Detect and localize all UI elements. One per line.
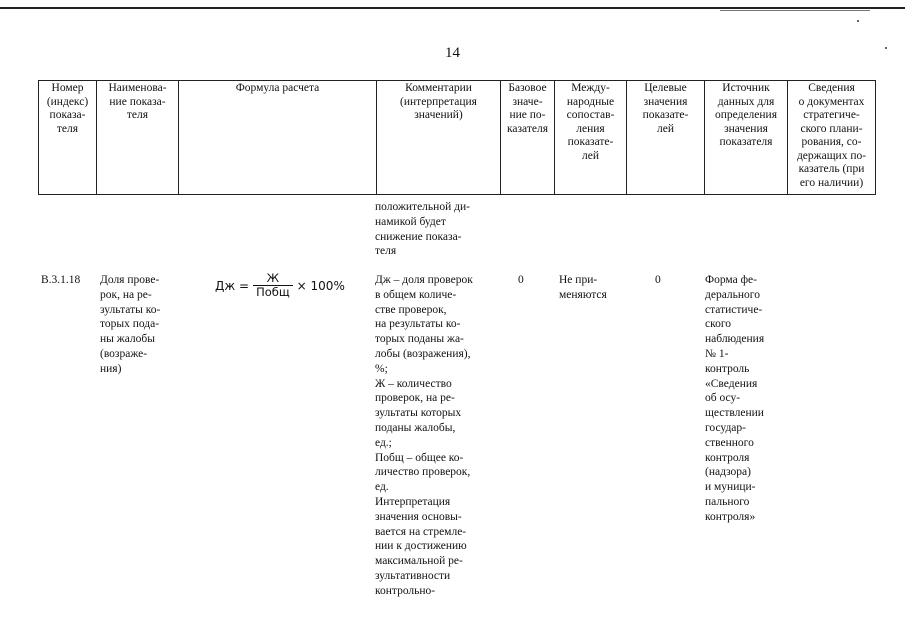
- header-cell-target: Целевые значения показате- лей: [627, 81, 705, 195]
- header-cell-documents: Сведения о документах стратегиче- ского плани- рования, со- держащих по- казатель (при его наличии): [788, 81, 876, 195]
- calculation-formula: [215, 272, 345, 299]
- header-cell-base-value: Базовое значе- ние по- казателя: [501, 81, 555, 195]
- continuation-text: положительной ди- намикой будет снижение показа- теля: [375, 201, 470, 258]
- formula-fraction: [253, 272, 293, 299]
- header-cell-name: Наименова- ние показа- теля: [97, 81, 179, 195]
- formula-numerator: Ж: [266, 271, 280, 285]
- header-cell-formula: Формула расчета: [179, 81, 377, 195]
- scan-speck: [857, 20, 859, 22]
- indicator-comments: Дж – доля проверок в общем количе- стве проверок, на результаты ко- торых поданы жа- лобы (возражения), %; Ж – количество проверок, на ре- зультаты которых поданы жалобы, ед.; Побщ – общее ко- личество проверок, ед. Интерпретация значения основы- вается на стремле- нии к достижению максимальной ре- зультативности контрольно-: [375, 274, 473, 597]
- data-source: Форма фе- дерального статистиче- ского наблюдения № 1- контроль «Сведения об осу- ществлении государ- ственного контроля (надзора) и муници- пального контроля»: [705, 274, 765, 523]
- header-cell-comments: Комментарии (интерпретация значений): [377, 81, 501, 195]
- header-cell-source: Источник данных для определения значения показателя: [705, 81, 788, 195]
- table-header: [38, 80, 876, 195]
- formula-denominator: Побщ: [256, 285, 290, 299]
- header-cell-index: Номер (индекс) показа- теля: [39, 81, 97, 195]
- formula-multiplier: × 100%: [296, 278, 345, 293]
- page-top-rule: [0, 7, 905, 9]
- indicator-name: Доля прове- рок, на ре- зультаты ко- торых пода- ны жалобы (возраже- ния): [100, 274, 161, 375]
- page-number: 14: [445, 45, 460, 61]
- formula-lhs: Дж =: [215, 278, 250, 293]
- target-value: 0: [655, 274, 661, 286]
- page-top-rule-short: [720, 10, 870, 11]
- header-cell-international: Между- народные сопостав- ления показате- лей: [555, 81, 627, 195]
- international-comparison: Не при- меняются: [559, 274, 607, 301]
- base-value: 0: [518, 274, 524, 286]
- indicator-index: В.3.1.18: [41, 274, 81, 286]
